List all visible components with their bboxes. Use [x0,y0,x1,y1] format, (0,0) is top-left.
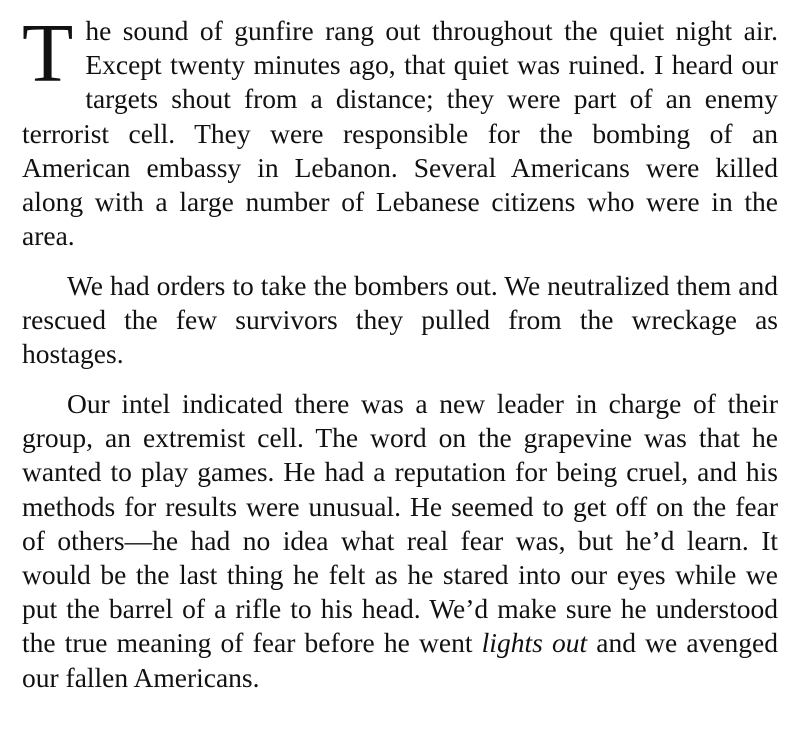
page-body [22,7,779,710]
paragraph-3-text-start: Our intel indicated there was a new leader in charge of their group, an extremist cell. The word on the grapevine was that he wanted to play games. He had a reputation for being cruel, and his methods for results were unusual. He seemed to get off on the fear of others—he had no idea what real fear was, but he’d learn. It would be the last thing he felt as he stared into our eyes while we put the barrel of a rifle to his head. We’d make sure he understood the true meaning of fear before he went [22,388,778,659]
paragraph-1-text: he sound of gunfire rang out throughout the quiet night air. Except twenty minutes ago, that quiet was ruined. I heard our targets shout from a distance; they were part of an enemy terrorist cell. They were responsible for the bombing of an American embassy in Lebanon. Several Americans were killed along with a large number of Lebanese citizens who were in the area. [22,15,778,252]
paragraph-2-text: We had orders to take the bombers out. We neutralized them and rescued the few survivors they pulled from the wreckage as hostages. [22,269,778,370]
paragraph-2 [22,269,778,372]
paragraph-3-emphasis: lights out [481,627,588,659]
paragraph-3 [22,387,778,695]
paragraph-1 [22,7,778,253]
drop-cap: T [22,7,74,100]
paragraph-3-text-end: and we avenged our fallen Americans. [22,627,779,693]
